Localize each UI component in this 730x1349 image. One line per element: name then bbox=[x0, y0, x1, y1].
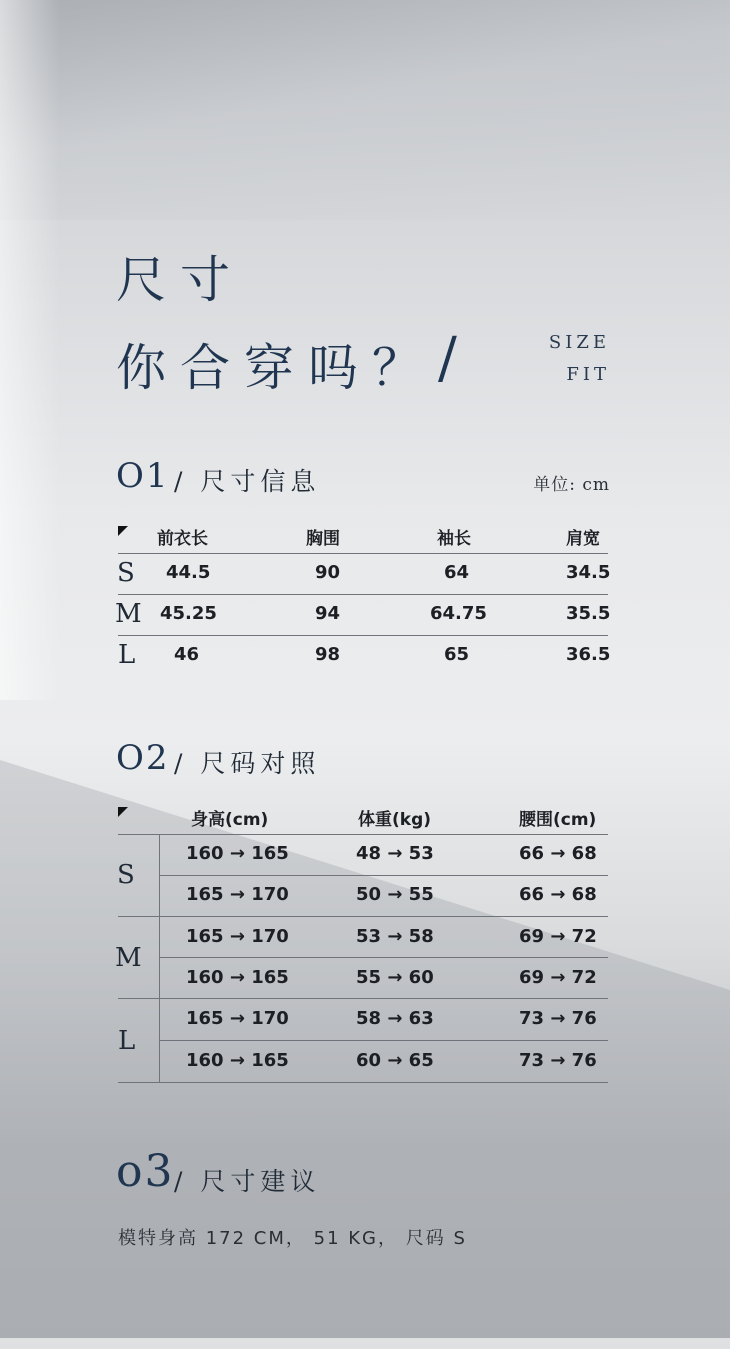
section1-number: O1 bbox=[116, 456, 170, 496]
table-cell: 50 → 55 bbox=[356, 884, 434, 905]
table-cell: 160 → 165 bbox=[186, 843, 289, 864]
table-cell: 73 → 76 bbox=[519, 1008, 597, 1029]
size-label: S bbox=[117, 558, 135, 588]
section3-title: / 尺寸建议 bbox=[174, 1167, 321, 1196]
table-cell: 35.5 bbox=[566, 603, 611, 624]
table-cell: 60 → 65 bbox=[356, 1050, 434, 1071]
hero-title-line1: 尺寸 bbox=[116, 251, 244, 309]
section1-title: / 尺寸信息 bbox=[174, 467, 321, 496]
divider bbox=[118, 834, 608, 835]
divider bbox=[118, 553, 608, 554]
table-cell: 65 bbox=[444, 644, 470, 665]
hero-en-fit: FIT bbox=[566, 364, 610, 385]
table-cell: 58 → 63 bbox=[356, 1008, 434, 1029]
section2-number: O2 bbox=[116, 738, 170, 778]
table-cell: 94 bbox=[315, 603, 341, 624]
table-cell: 66 → 68 bbox=[519, 843, 597, 864]
table-cell: 69 → 72 bbox=[519, 926, 597, 947]
table-cell: 165 → 170 bbox=[186, 926, 289, 947]
left-light bbox=[0, 0, 60, 700]
size-label: M bbox=[115, 943, 142, 973]
table-cell: 34.5 bbox=[566, 562, 611, 583]
bottom-strip bbox=[0, 1338, 730, 1349]
size-label: M bbox=[115, 599, 142, 629]
hero-title-line2: 你合穿吗？ bbox=[116, 339, 436, 397]
header-shoulder: 肩宽 bbox=[566, 529, 600, 549]
vertical-divider bbox=[159, 834, 160, 1082]
table-cell: 90 bbox=[315, 562, 341, 583]
header-waist: 腰围(cm) bbox=[519, 810, 597, 830]
divider bbox=[118, 1082, 608, 1083]
table-cell: 165 → 170 bbox=[186, 1008, 289, 1029]
divider bbox=[159, 957, 608, 958]
header-front-length: 前衣长 bbox=[157, 529, 208, 549]
header-sleeve: 袖长 bbox=[437, 529, 471, 549]
table-cell: 64.75 bbox=[430, 603, 487, 624]
table-corner-icon bbox=[118, 526, 128, 536]
table-cell: 160 → 165 bbox=[186, 967, 289, 988]
divider bbox=[159, 1040, 608, 1041]
table-cell: 46 bbox=[174, 644, 200, 665]
unit-label: 单位: cm bbox=[533, 475, 610, 495]
table-cell: 64 bbox=[444, 562, 470, 583]
section2-title: / 尺码对照 bbox=[174, 749, 321, 778]
size-label: S bbox=[117, 860, 135, 890]
table-cell: 44.5 bbox=[166, 562, 211, 583]
size-label: L bbox=[118, 640, 136, 670]
model-note: 模特身高 172 CM， 51 KG， 尺码 S bbox=[118, 1228, 467, 1249]
table-cell: 165 → 170 bbox=[186, 884, 289, 905]
table-cell: 160 → 165 bbox=[186, 1050, 289, 1071]
table-cell: 69 → 72 bbox=[519, 967, 597, 988]
size-label: L bbox=[118, 1026, 136, 1056]
table-cell: 55 → 60 bbox=[356, 967, 434, 988]
table-corner-icon bbox=[118, 807, 128, 817]
table-cell: 66 → 68 bbox=[519, 884, 597, 905]
header-weight: 体重(kg) bbox=[358, 810, 432, 830]
divider bbox=[118, 594, 608, 595]
table-cell: 45.25 bbox=[160, 603, 217, 624]
hero-en-size: SIZE bbox=[548, 332, 610, 353]
table-cell: 53 → 58 bbox=[356, 926, 434, 947]
divider bbox=[118, 998, 608, 999]
divider bbox=[118, 916, 608, 917]
hero-slash: / bbox=[438, 326, 457, 391]
section3-number: o3 bbox=[116, 1146, 175, 1197]
header-height: 身高(cm) bbox=[191, 810, 269, 830]
table-cell: 36.5 bbox=[566, 644, 611, 665]
divider bbox=[118, 635, 608, 636]
top-shadow bbox=[0, 0, 730, 220]
divider bbox=[159, 875, 608, 876]
table-cell: 73 → 76 bbox=[519, 1050, 597, 1071]
table-cell: 98 bbox=[315, 644, 341, 665]
table-cell: 48 → 53 bbox=[356, 843, 434, 864]
header-chest: 胸围 bbox=[306, 529, 340, 549]
